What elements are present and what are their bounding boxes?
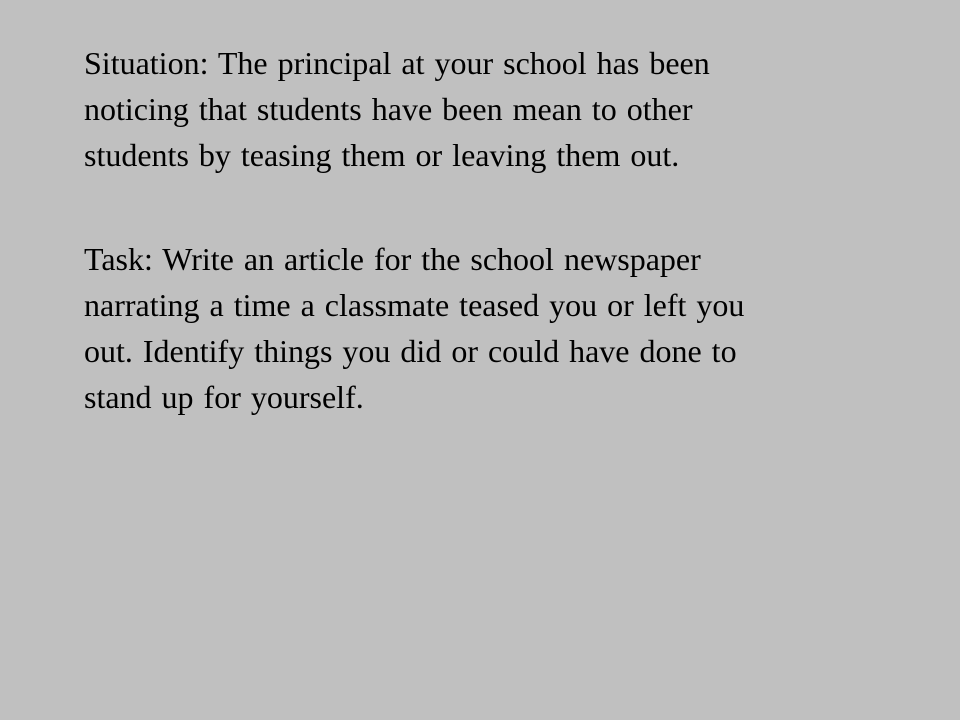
task-paragraph (84, 236, 948, 420)
task-line: out. Identify things you did or could have done to (84, 333, 737, 369)
situation-line: Situation: The principal at your school has been (84, 45, 710, 81)
situation-line: noticing that students have been mean to other (84, 91, 693, 127)
task-line: narrating a time a classmate teased you or left you (84, 287, 745, 323)
situation-line: students by teasing them or leaving them out. (84, 137, 680, 173)
task-line: stand up for yourself. (84, 379, 364, 415)
situation-paragraph (84, 40, 948, 178)
task-line: Task: Write an article for the school newspaper (84, 241, 701, 277)
